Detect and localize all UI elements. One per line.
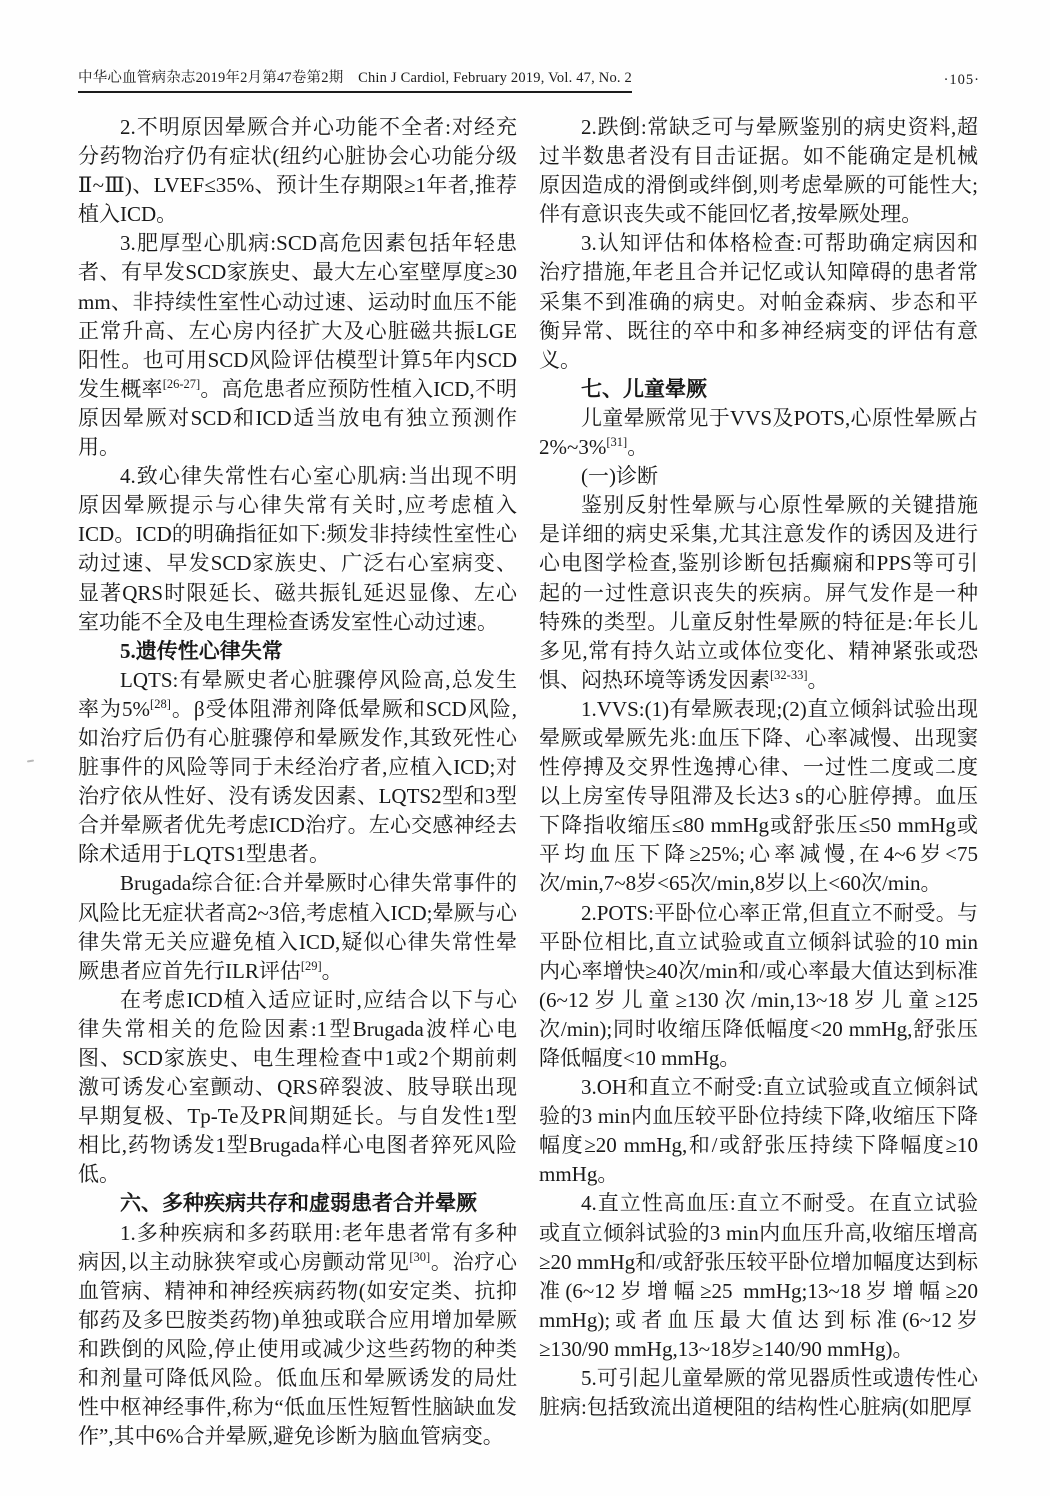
paragraph (539, 404, 978, 462)
paragraph (539, 229, 978, 374)
text-run: 3.认知评估和体格检查:可帮助确定病因和治疗措施,年老且合并记忆或认知障碍的患者常采集不到准确的病史。对帕金森病、步态和平衡异常、既往的卒中和多神经病变的评估有意义。 (539, 231, 978, 372)
paragraph (78, 1219, 517, 1452)
paragraph (539, 491, 978, 695)
section-heading (539, 375, 978, 404)
reference-marker: [32-33] (770, 667, 808, 682)
text-run: 1.多种疾病和多药联用:老年患者常有多种病因,以主动脉狭窄或心房颤动常见 (78, 1220, 517, 1274)
paragraph (78, 986, 517, 1190)
paragraph (539, 113, 978, 229)
text-column-left (78, 113, 517, 1451)
text-run: 2.跌倒:常缺乏可与晕厥鉴别的病史资料,超过半数患者没有目击证据。如不能确定是机械原因造成的滑倒或绊倒,则考虑晕厥的可能性大;伴有意识丧失或不能回忆者,按晕厥处理。 (539, 115, 978, 227)
text-run: 鉴别反射性晕厥与心原性晕厥的关键措施是详细的病史采集,尤其注意发作的诱因及进行心电图学检查,鉴别诊断包括癫痫和PPS等可引起的一过性意识丧失的疾病。屏气发作是一种特殊的类型。儿童反射性晕厥的特征是:年长儿多见,常有持久站立或体位变化、精神紧张或恐惧、闷热环境等诱发因素 (539, 493, 978, 692)
section-heading (78, 1189, 517, 1218)
text-run: 六、多种疾病共存和虚弱患者合并晕厥 (120, 1191, 477, 1216)
running-head (78, 66, 980, 93)
text-run: 。β受体阻滞剂降低晕厥和SCD风险,如治疗后仍有心脏骤停和晕厥发作,其致死性心脏事件的风险等同于未经治疗者,应植入ICD;对治疗依从性好、没有诱发因素、LQTS2型和3型合并晕厥者优先考虑ICD治疗。左心交感神经去除术适用于LQTS1型患者。 (78, 696, 517, 867)
text-run: Brugada综合征:合并晕厥时心律失常事件的风险比无症状者高2~3倍,考虑植入ICD;晕厥与心律失常无关应避免植入ICD,疑似心律失常性晕厥患者应首先行ILR评估 (78, 871, 517, 983)
text-run: 3.OH和直立不耐受:直立试验或直立倾斜试验的3 min内血压较平卧位持续下降,收缩压下降幅度≥20 mmHg,和/或舒张压持续下降幅度≥10 mmHg。 (539, 1075, 978, 1187)
page-number: ·105· (943, 72, 980, 88)
paragraph (78, 869, 517, 985)
paragraph (539, 1073, 978, 1189)
paragraph (78, 113, 517, 229)
section-heading (78, 637, 517, 666)
text-run: 儿童晕厥常见于VVS及POTS,心原性晕厥占2%~3% (539, 405, 978, 460)
text-run: 。治疗心血管病、精神和神经疾病药物(如安定类、抗抑郁药及多巴胺类药物)单独或联合应用增加晕厥和跌倒的风险,停止使用或减少这些药物的种类和剂量可降低风险。低血压和晕厥诱发的局灶性中枢神经事件,称为“低血压性短暂性脑缺血发作”,其中6%合并晕厥,避免诊断为脑血管病变。 (78, 1249, 518, 1449)
paragraph (78, 229, 517, 462)
article-body (78, 113, 978, 1449)
paragraph (539, 1189, 978, 1364)
reference-marker: [29] (300, 958, 322, 973)
paragraph (539, 899, 978, 1074)
paragraph (78, 666, 517, 870)
reference-marker: [26-27] (162, 376, 201, 391)
text-run: 1.VVS:(1)有晕厥表现;(2)直立倾斜试验出现晕厥或晕厥先兆:血压下降、心率减慢、出现窦性停搏及交界性逸搏心律、一过性二度或二度以上房室传导阻滞及长达3 s的心脏停搏。血压下降指收缩压≤80 mmHg或舒张压≤50 mmHg或平均血压下降≥25%;心率减慢,在4~6岁<75次/min,7~8岁<65次/min,8岁以上<60次/min。 (539, 696, 978, 896)
text-run: 。 (321, 958, 343, 983)
text-run: (一)诊断 (581, 464, 658, 489)
paragraph (539, 462, 978, 491)
text-run: 七、儿童晕厥 (581, 376, 707, 401)
text-run: 4.直立性高血压:直立不耐受。在直立试验或直立倾斜试验的3 min内血压升高,收缩压增高≥20 mmHg和/或舒张压较平卧位增加幅度达到标准(6~12岁增幅≥25 mmHg;13~18岁增幅≥20 mmHg);或者血压最大值达到标准(6~12岁≥130/90 mmHg,13~18岁≥140/90 mmHg)。 (539, 1191, 978, 1361)
reference-marker: [31] (606, 435, 628, 450)
paragraph (78, 462, 517, 637)
text-run: 5.遗传性心律失常 (120, 638, 283, 663)
text-run: 5.可引起儿童晕厥的常见器质性或遗传性心脏病:包括致流出道梗阻的结构性心脏病(如肥厚 (539, 1366, 978, 1420)
text-run: 2.不明原因晕厥合并心功能不全者:对经充分药物治疗仍有症状(纽约心脏协会心功能分级Ⅱ~Ⅲ)、LVEF≤35%、预计生存期限≥1年者,推荐植入ICD。 (78, 115, 517, 227)
text-column-right (539, 113, 978, 1422)
text-run: 。高危患者应预防性植入ICD,不明原因晕厥对SCD和ICD适当放电有独立预测作用。 (78, 376, 517, 460)
text-run: LQTS:有晕厥史者心脏骤停风险高,总发生率为5% (78, 667, 517, 721)
reference-marker: [28] (150, 696, 171, 711)
text-run: 。 (807, 667, 829, 692)
paragraph (539, 1364, 978, 1422)
text-run: 3.肥厚型心肌病:SCD高危因素包括年轻患者、有早发SCD家族史、最大左心室壁厚度≥30 mm、非持续性室性心动过速、运动时血压不能正常升高、左心房内径扩大及心脏磁共振LGE阳性。也可用SCD风险评估模型计算5年内SCD发生概率 (78, 231, 517, 401)
text-run: 2.POTS:平卧位心率正常,但直立不耐受。与平卧位相比,直立试验或直立倾斜试验的10 min内心率增快≥40次/min和/或心率最大值达到标准(6~12岁儿童≥130次/min,13~18岁儿童≥125次/min);同时收缩压降低幅度<20 mmHg,舒张压降低幅度<10 mmHg。 (539, 900, 978, 1070)
text-run: 在考虑ICD植入适应证时,应结合以下与心律失常相关的危险因素:1型Brugada波样心电图、SCD家族史、电生理检查中1或2个期前刺激可诱发心室颤动、QRS碎裂波、肢导联出现早期复极、Tp-Te及PR间期延长。与自发性1型相比,药物诱发1型Brugada样心电图者猝死风险低。 (78, 987, 517, 1187)
reference-marker: [30] (409, 1249, 431, 1264)
scan-artifact (27, 760, 34, 763)
journal-citation: 中华心血管病杂志2019年2月第47卷第2期 Chin J Cardiol, February 2019, Vol. 47, No. 2 (78, 66, 632, 93)
paragraph (539, 695, 978, 899)
text-run: 4.致心律失常性右心室心肌病:当出现不明原因晕厥提示与心律失常有关时,应考虑植入ICD。ICD的明确指征如下:频发非持续性室性心动过速、早发SCD家族史、广泛右心室病变、显著QRS时限延长、磁共振钆延迟显像、左心室功能不全及电生理检查诱发室性心动过速。 (78, 464, 517, 634)
text-run: 。 (627, 435, 649, 460)
